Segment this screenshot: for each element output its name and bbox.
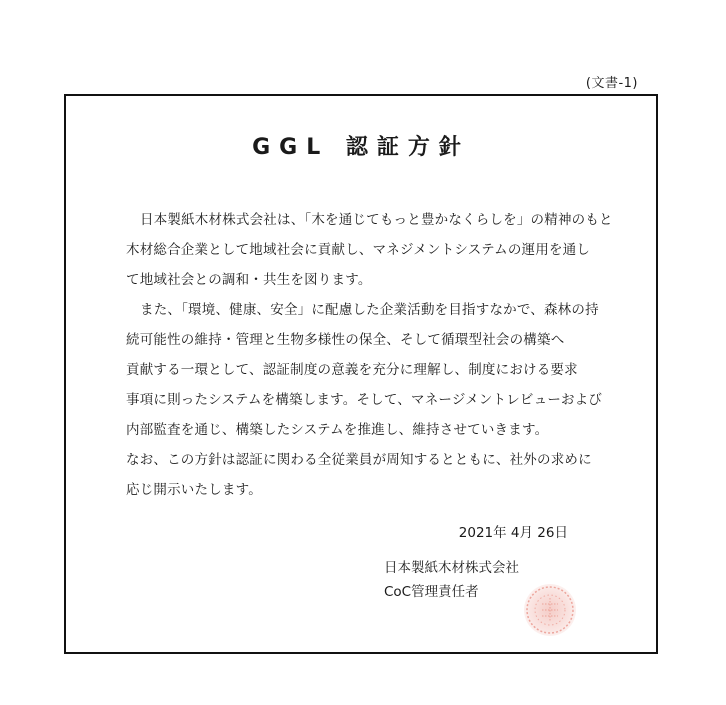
paragraph-line: また、「環境、健康、安全」に配慮した企業活動を目指すなかで、森林の持: [140, 302, 599, 318]
issue-date: 2021年 4月 26日: [458, 525, 568, 541]
paragraph-line: 応じ開示いたします。: [126, 482, 262, 498]
paragraph-line: 事項に則ったシステムを構築します。そして、マネージメントレビューおよび: [126, 392, 603, 408]
company-seal-stamp: [524, 584, 576, 636]
paragraph-line: 貢献する一環として、認証制度の意義を充分に理解し、制度における要求: [126, 362, 578, 378]
company-name: 日本製紙木材株式会社: [384, 560, 519, 576]
paragraph-line: 内部監査を通じ、構築したシステムを推進し、維持させていきます。: [126, 422, 549, 438]
policy-body: [126, 205, 613, 505]
policy-frame: [64, 94, 658, 654]
signatory-position: CoC管理責任者: [384, 584, 479, 600]
paragraph-line: なお、この方針は認証に関わる全従業員が周知するとともに、社外の求めに: [126, 452, 592, 468]
seal-icon: [524, 584, 576, 636]
policy-title: GGL 認証方針: [252, 135, 470, 160]
signatory-block: [384, 556, 519, 604]
paragraph-line: 日本製紙木材株式会社は、「木を通じてもっと豊かなくらしを」の精神のもと: [140, 212, 613, 228]
paragraph-line: 続可能性の維持・管理と生物多様性の保全、そして循環型社会の構築へ: [126, 332, 565, 348]
document-number: (文書-1): [585, 76, 638, 91]
paragraph-line: て地域社会との調和・共生を図ります。: [126, 272, 372, 288]
paragraph-line: 木材総合企業として地域社会に貢献し、マネジメントシステムの運用を通し: [126, 242, 591, 258]
